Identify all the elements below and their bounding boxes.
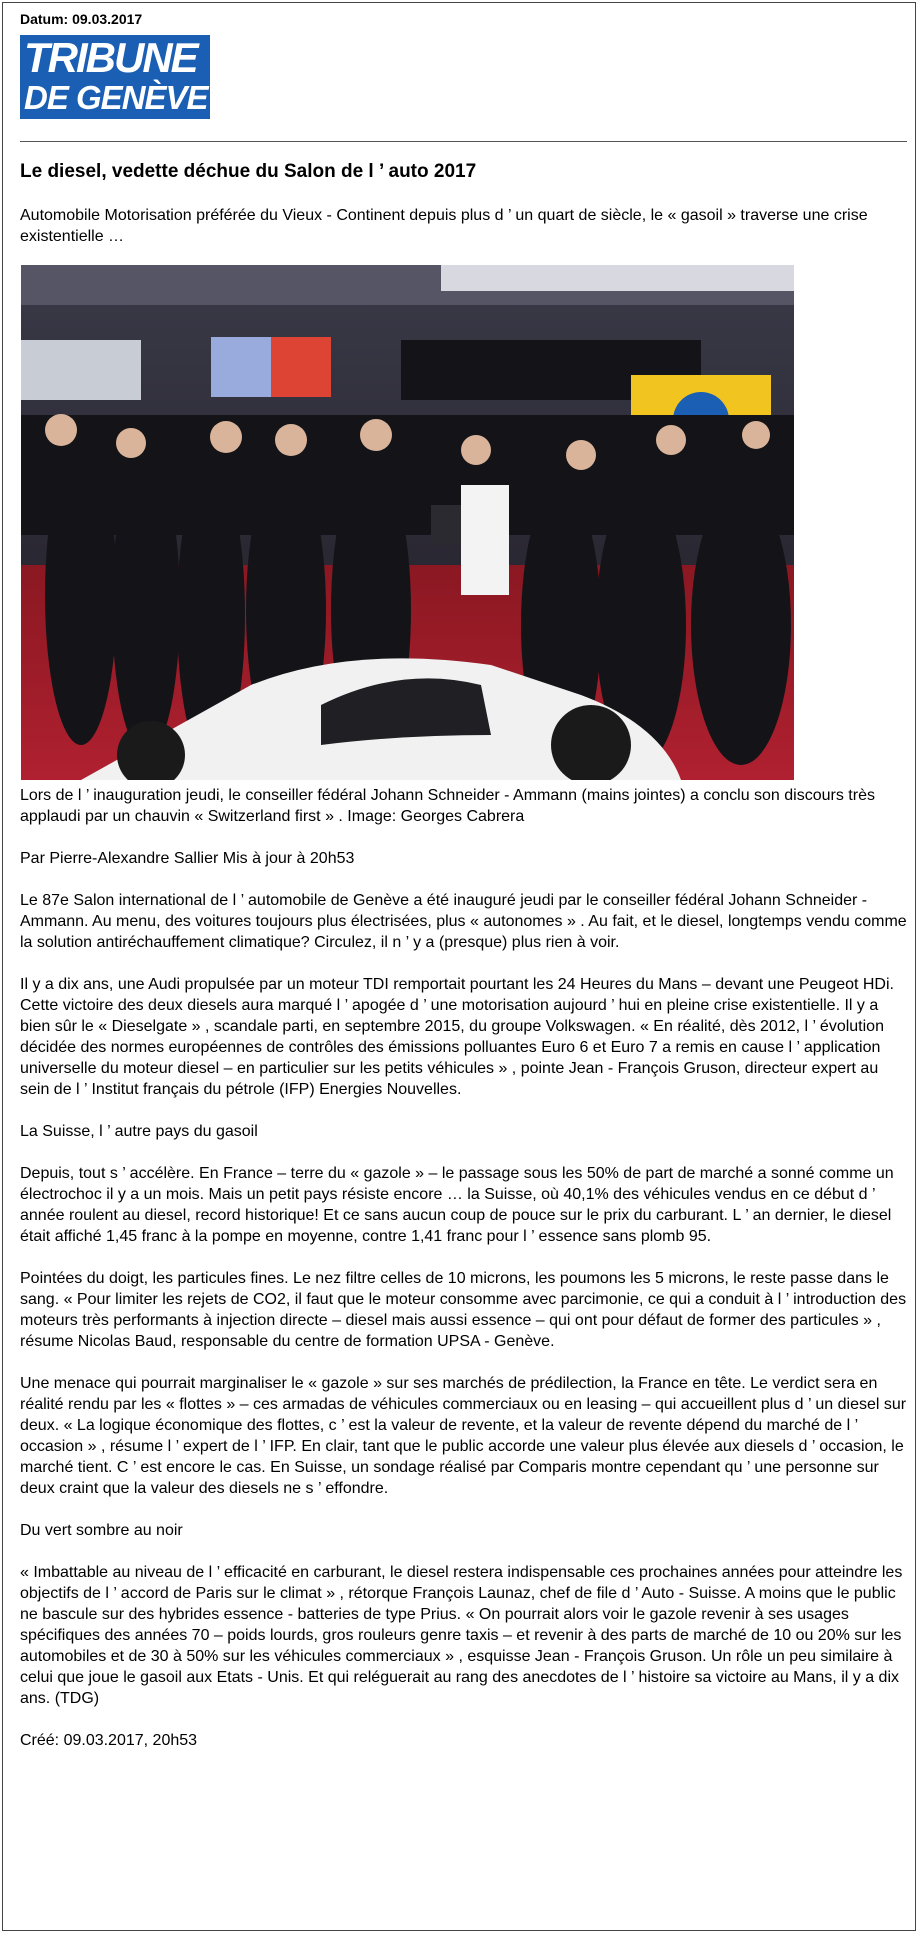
article-photo [21, 265, 794, 780]
paragraph: Il y a dix ans, une Audi propulsée par un moteur TDI remportait pourtant les 24 Heures du Mans – devant une Peugeot HDi. Cette victoire des deux diesels aura marqué l ’ apogée d ’ une motorisation aujourd ’ hui en pleine crise existentielle. Il y a bien sûr le « Dieselgate » , scandale parti, en septembre 2015, du groupe Volkswagen. « En réalité, dès 2012, l ’ évolution décidée des normes européennes de contrôles des émissions polluantes Euro 6 et Euro 7 a remis en cause l ’ application universelle du moteur diesel – en particulier sur les petits véhicules » , pointe Jean - François Gruson, directeur expert au sein de l ’ Institut français du pétrole (IFP) Energies Nouvelles. [20, 976, 894, 1098]
paragraph: « Imbattable au niveau de l ’ efficacité en carburant, le diesel restera indispensable ces prochaines années pour atteindre les objectifs de l ’ accord de Paris sur le climat » , rétorque François Launaz, chef de file d ’ Auto - Suisse. A moins que le public ne bascule sur des hybrides essence - batteries de type Prius. « On pourrait alors voir le gazole revenir à ses usages spécifiques des années 70 – poids lourds, gros rouleurs genre taxis – et revenir à des parts de marché de 10 ou 20% sur les automobiles et de 30 à 50% sur les véhicules commerciaux » , esquisse Jean - François Gruson. Un rôle un peu similaire à celui que joue le gasoil aux Etats - Unis. Et qui reléguerait au rang des anecdotes de l ’ histoire sa victoire au Mans, il y a dix ans. (TDG) [20, 1564, 903, 1707]
article-body [20, 785, 910, 1751]
created-date: Créé: 09.03.2017, 20h53 [20, 1732, 198, 1749]
header-divider [20, 141, 907, 142]
article-lead: Automobile Motorisation préférée du Vieux - Continent depuis plus d ’ un quart de siècle, le « gasoil » traverse une crise existentielle … [20, 207, 868, 245]
byline: Par Pierre-Alexandre Sallier Mis à jour à 20h53 [20, 850, 355, 867]
salon-inauguration-photo [21, 265, 794, 780]
paragraph: Pointées du doigt, les particules fines. Le nez filtre celles de 10 microns, les poumons les 5 microns, le reste passe dans le sang. « Pour limiter les rejets de CO2, il faut que le moteur consomme avec parcimonie, ce qui a conduit à l ’ introduction des moteurs très performants à injection directe – diesel mais aussi essence – qui ont pour défaut de former des particules » , résume Nicolas Baud, responsable du centre de formation UPSA - Genève. [20, 1270, 907, 1350]
paragraph: Le 87e Salon international de l ’ automobile de Genève a été inauguré jeudi par le conseiller fédéral Johann Schneider - Ammann. Au menu, des voitures toujours plus électrisées, plus « autonomes » . Au fait, et le diesel, longtemps vendu comme la solution antiréchauffement climatique? Circulez, il n ’ y a (presque) plus rien à voir. [20, 892, 907, 951]
image-caption: Lors de l ’ inauguration jeudi, le conseiller fédéral Johann Schneider - Ammann (mains jointes) a conclu son discours très applaudi par un chauvin « Switzerland first » . Image: Georges Cabrera [20, 787, 875, 825]
section-heading: La Suisse, l ’ autre pays du gasoil [20, 1123, 258, 1140]
article-title: Le diesel, vedette déchue du Salon de l ’ auto 2017 [20, 161, 477, 182]
document-page [2, 2, 916, 1931]
logo-line-2: DE GENÈVE [24, 79, 208, 116]
logo-line-1: TRIBUNE [24, 35, 197, 81]
tribune-de-geneve-logo [20, 35, 210, 119]
paragraph: Depuis, tout s ’ accélère. En France – terre du « gazole » – le passage sous les 50% de part de marché a sonné comme un électrochoc il y a un mois. Mais un petit pays résiste encore … la Suisse, où 40,1% des véhicules vendus en ce début d ’ année roulent au diesel, record historique! Et ce sans aucun coup de pouce sur le prix du carburant. L ’ an dernier, le diesel était affiché 1,45 franc à la pompe en moyenne, contre 1,41 franc pour l ’ essence sans plomb 95. [20, 1165, 894, 1245]
paragraph: Une menace qui pourrait marginaliser le « gazole » sur ses marchés de prédilection, la France en tête. Le verdict sera en réalité rendu par les « flottes » – ces armadas de véhicules commerciaux ou en leasing – qui accueillent plus d ’ un diesel sur deux. « La logique économique des flottes, c ’ est la valeur de revente, et la valeur de revente dépend du marché de l ’ occasion » , résume l ’ expert de l ’ IFP. En clair, tant que le public accorde une valeur plus élevée aux diesels d ’ occasion, le marché tient. C ’ est encore le cas. En Suisse, un sondage réalisé par Comparis montre cependant qu ’ une personne sur deux craint que la valeur des diesels ne s ’ effondre. [20, 1375, 907, 1497]
section-heading: Du vert sombre au noir [20, 1522, 183, 1539]
document-date: Datum: 09.03.2017 [20, 11, 143, 27]
